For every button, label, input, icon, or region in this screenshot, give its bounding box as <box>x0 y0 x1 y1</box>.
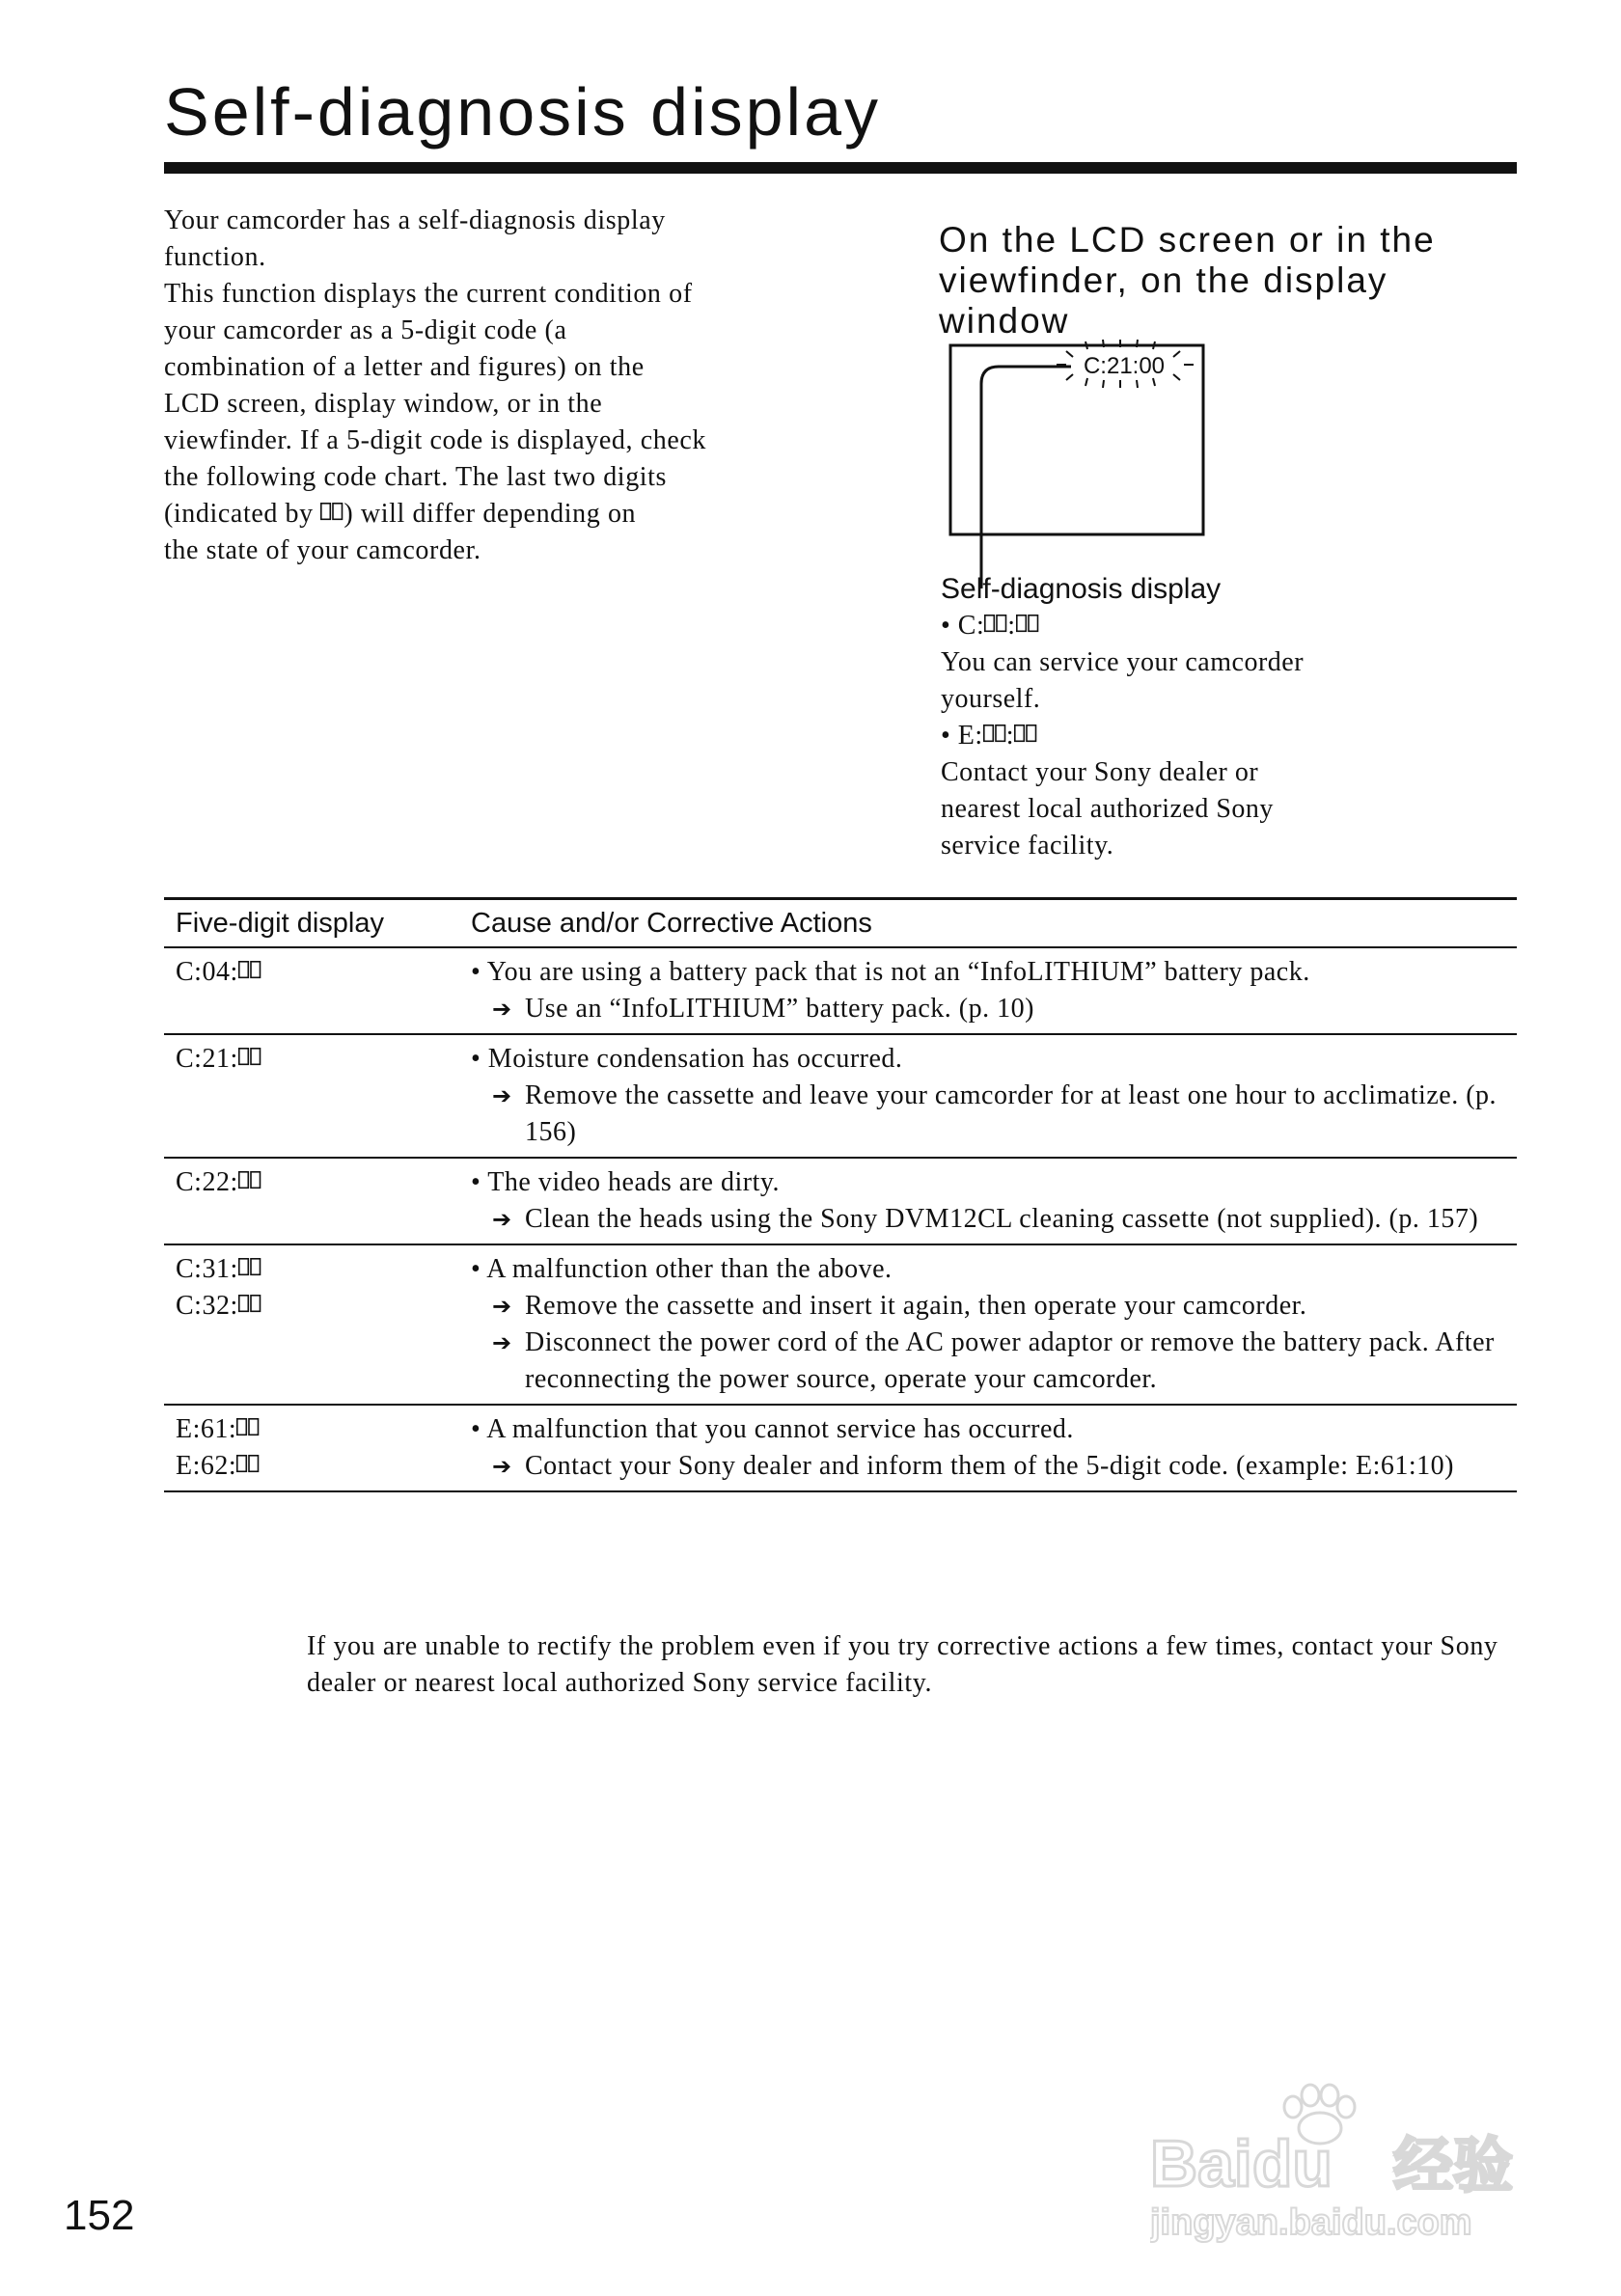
intro-line: ) will differ depending on <box>343 499 637 529</box>
column-header-cause: Cause and/or Corrective Actions <box>459 899 1517 948</box>
intro-line: This function displays the current condition of <box>164 279 693 309</box>
corrective-action: ➔ Remove the cassette and insert it again, then operate your camcorder. <box>471 1288 1505 1325</box>
corrective-action: ➔ Remove the cassette and leave your camcorder for at least one hour to acclimatize. (p. 156) <box>471 1078 1505 1151</box>
digit-placeholder-icon <box>984 611 1007 641</box>
title-rule <box>164 162 1517 174</box>
caption-label: Self-diagnosis display <box>941 573 1222 605</box>
digit-placeholder-icon <box>238 957 261 987</box>
digit-placeholder-icon <box>236 1451 260 1481</box>
intro-line: your camcorder as a 5-digit code (a <box>164 315 567 345</box>
lcd-heading: On the LCD screen or in the viewfinder, on the display window <box>939 220 1436 341</box>
lcd-screen-illustration <box>941 338 1211 588</box>
intro-line: Your camcorder has a self-diagnosis display <box>164 205 666 235</box>
arrow-right-icon: ➔ <box>492 1329 512 1356</box>
table-row <box>164 1405 1517 1491</box>
footer-note: If you are unable to rectify the problem even if you try corrective actions a few times, contact your Sony dealer or nearest local authorized Sony service facility. <box>307 1631 1498 1698</box>
code-cell <box>164 1158 459 1244</box>
error-code: E:62: <box>176 1448 448 1485</box>
lcd-screen-frame <box>950 345 1203 534</box>
digit-placeholder-icon <box>238 1254 261 1284</box>
error-code: C:31: <box>176 1251 448 1288</box>
digit-placeholder-icon <box>983 721 1006 751</box>
cause-cell <box>459 1244 1517 1405</box>
intro-paragraph <box>164 203 820 569</box>
c-code-desc: You can service your camcorder <box>941 647 1305 677</box>
c-code-line: • C: : <box>941 608 1520 644</box>
arrow-right-icon: ➔ <box>492 1206 512 1233</box>
table-header-row <box>164 899 1517 948</box>
cause-text: • You are using a battery pack that is not an “InfoLITHIUM” battery pack. <box>471 957 1310 987</box>
corrective-action: ➔ Disconnect the power cord of the AC power adaptor or remove the battery pack. After reconnecting the power source, operate your camcorder. <box>471 1325 1505 1398</box>
intro-line: viewfinder. If a 5-digit code is displayed, check <box>164 425 707 455</box>
e-code-desc: nearest local authorized Sony <box>941 794 1274 824</box>
intro-line: the state of your camcorder. <box>164 535 481 565</box>
digit-placeholder-icon <box>320 499 343 529</box>
cause-cell <box>459 947 1517 1034</box>
error-code: E:61: <box>176 1411 448 1448</box>
watermark-sub: 经验 <box>1393 2133 1514 2200</box>
error-code: C:04: <box>176 954 448 991</box>
error-code: C:21: <box>176 1041 448 1078</box>
digit-placeholder-icon <box>238 1167 261 1197</box>
digit-placeholder-icon <box>238 1044 261 1074</box>
cause-text: • Moisture condensation has occurred. <box>471 1044 903 1074</box>
page-title: Self-diagnosis display <box>164 74 882 150</box>
arrow-right-icon: ➔ <box>492 1293 512 1320</box>
column-header-display: Five-digit display <box>164 899 459 948</box>
digit-placeholder-icon <box>238 1291 261 1321</box>
error-code: C:22: <box>176 1164 448 1201</box>
cause-text: • A malfunction that you cannot service has occurred. <box>471 1414 1074 1444</box>
intro-line: the following code chart. The last two digits <box>164 462 668 492</box>
intro-line: combination of a letter and figures) on the <box>164 352 645 382</box>
lcd-caption <box>941 571 1520 864</box>
e-code-desc: service facility. <box>941 831 1114 861</box>
cause-text: • The video heads are dirty. <box>471 1167 781 1197</box>
cause-cell <box>459 1405 1517 1491</box>
code-cell <box>164 1405 459 1491</box>
code-cell <box>164 1034 459 1158</box>
error-code: C:32: <box>176 1288 448 1325</box>
corrective-action: ➔ Contact your Sony dealer and inform them of the 5-digit code. (example: E:61:10) <box>471 1448 1505 1485</box>
code-cell <box>164 947 459 1034</box>
arrow-right-icon: ➔ <box>492 1453 512 1480</box>
table-row <box>164 1158 1517 1244</box>
code-cell <box>164 1244 459 1405</box>
lcd-screen-code: C:21:00 <box>1083 353 1166 379</box>
table-row <box>164 1034 1517 1158</box>
cause-cell <box>459 1034 1517 1158</box>
arrow-right-icon: ➔ <box>492 1082 512 1109</box>
digit-placeholder-icon <box>1014 721 1037 751</box>
table-row <box>164 947 1517 1034</box>
table-row <box>164 1244 1517 1405</box>
cause-cell <box>459 1158 1517 1244</box>
callout-leader-line <box>981 367 1071 588</box>
digit-placeholder-icon <box>1016 611 1039 641</box>
page-number: 152 <box>64 2192 135 2239</box>
code-chart-table <box>164 897 1517 1492</box>
corrective-action: ➔ Use an “InfoLITHIUM” battery pack. (p. 10) <box>471 991 1505 1027</box>
corrective-action: ➔ Clean the heads using the Sony DVM12CL cleaning cassette (not supplied). (p. 157) <box>471 1201 1505 1238</box>
e-code-desc: Contact your Sony dealer or <box>941 757 1259 787</box>
table-body <box>164 947 1517 1491</box>
baidu-watermark <box>1150 2072 1536 2246</box>
intro-line: LCD screen, display window, or in the <box>164 389 603 419</box>
watermark-brand: Baidu <box>1150 2127 1333 2200</box>
digit-placeholder-icon <box>236 1414 260 1444</box>
arrow-right-icon: ➔ <box>492 996 512 1023</box>
e-code-line: • E: : <box>941 718 1520 754</box>
watermark-url: jingyan.baidu.com <box>1150 2202 1472 2243</box>
cause-text: • A malfunction other than the above. <box>471 1254 893 1284</box>
intro-line: function. <box>164 242 266 272</box>
c-code-desc: yourself. <box>941 684 1041 714</box>
intro-line: (indicated by <box>164 499 321 529</box>
